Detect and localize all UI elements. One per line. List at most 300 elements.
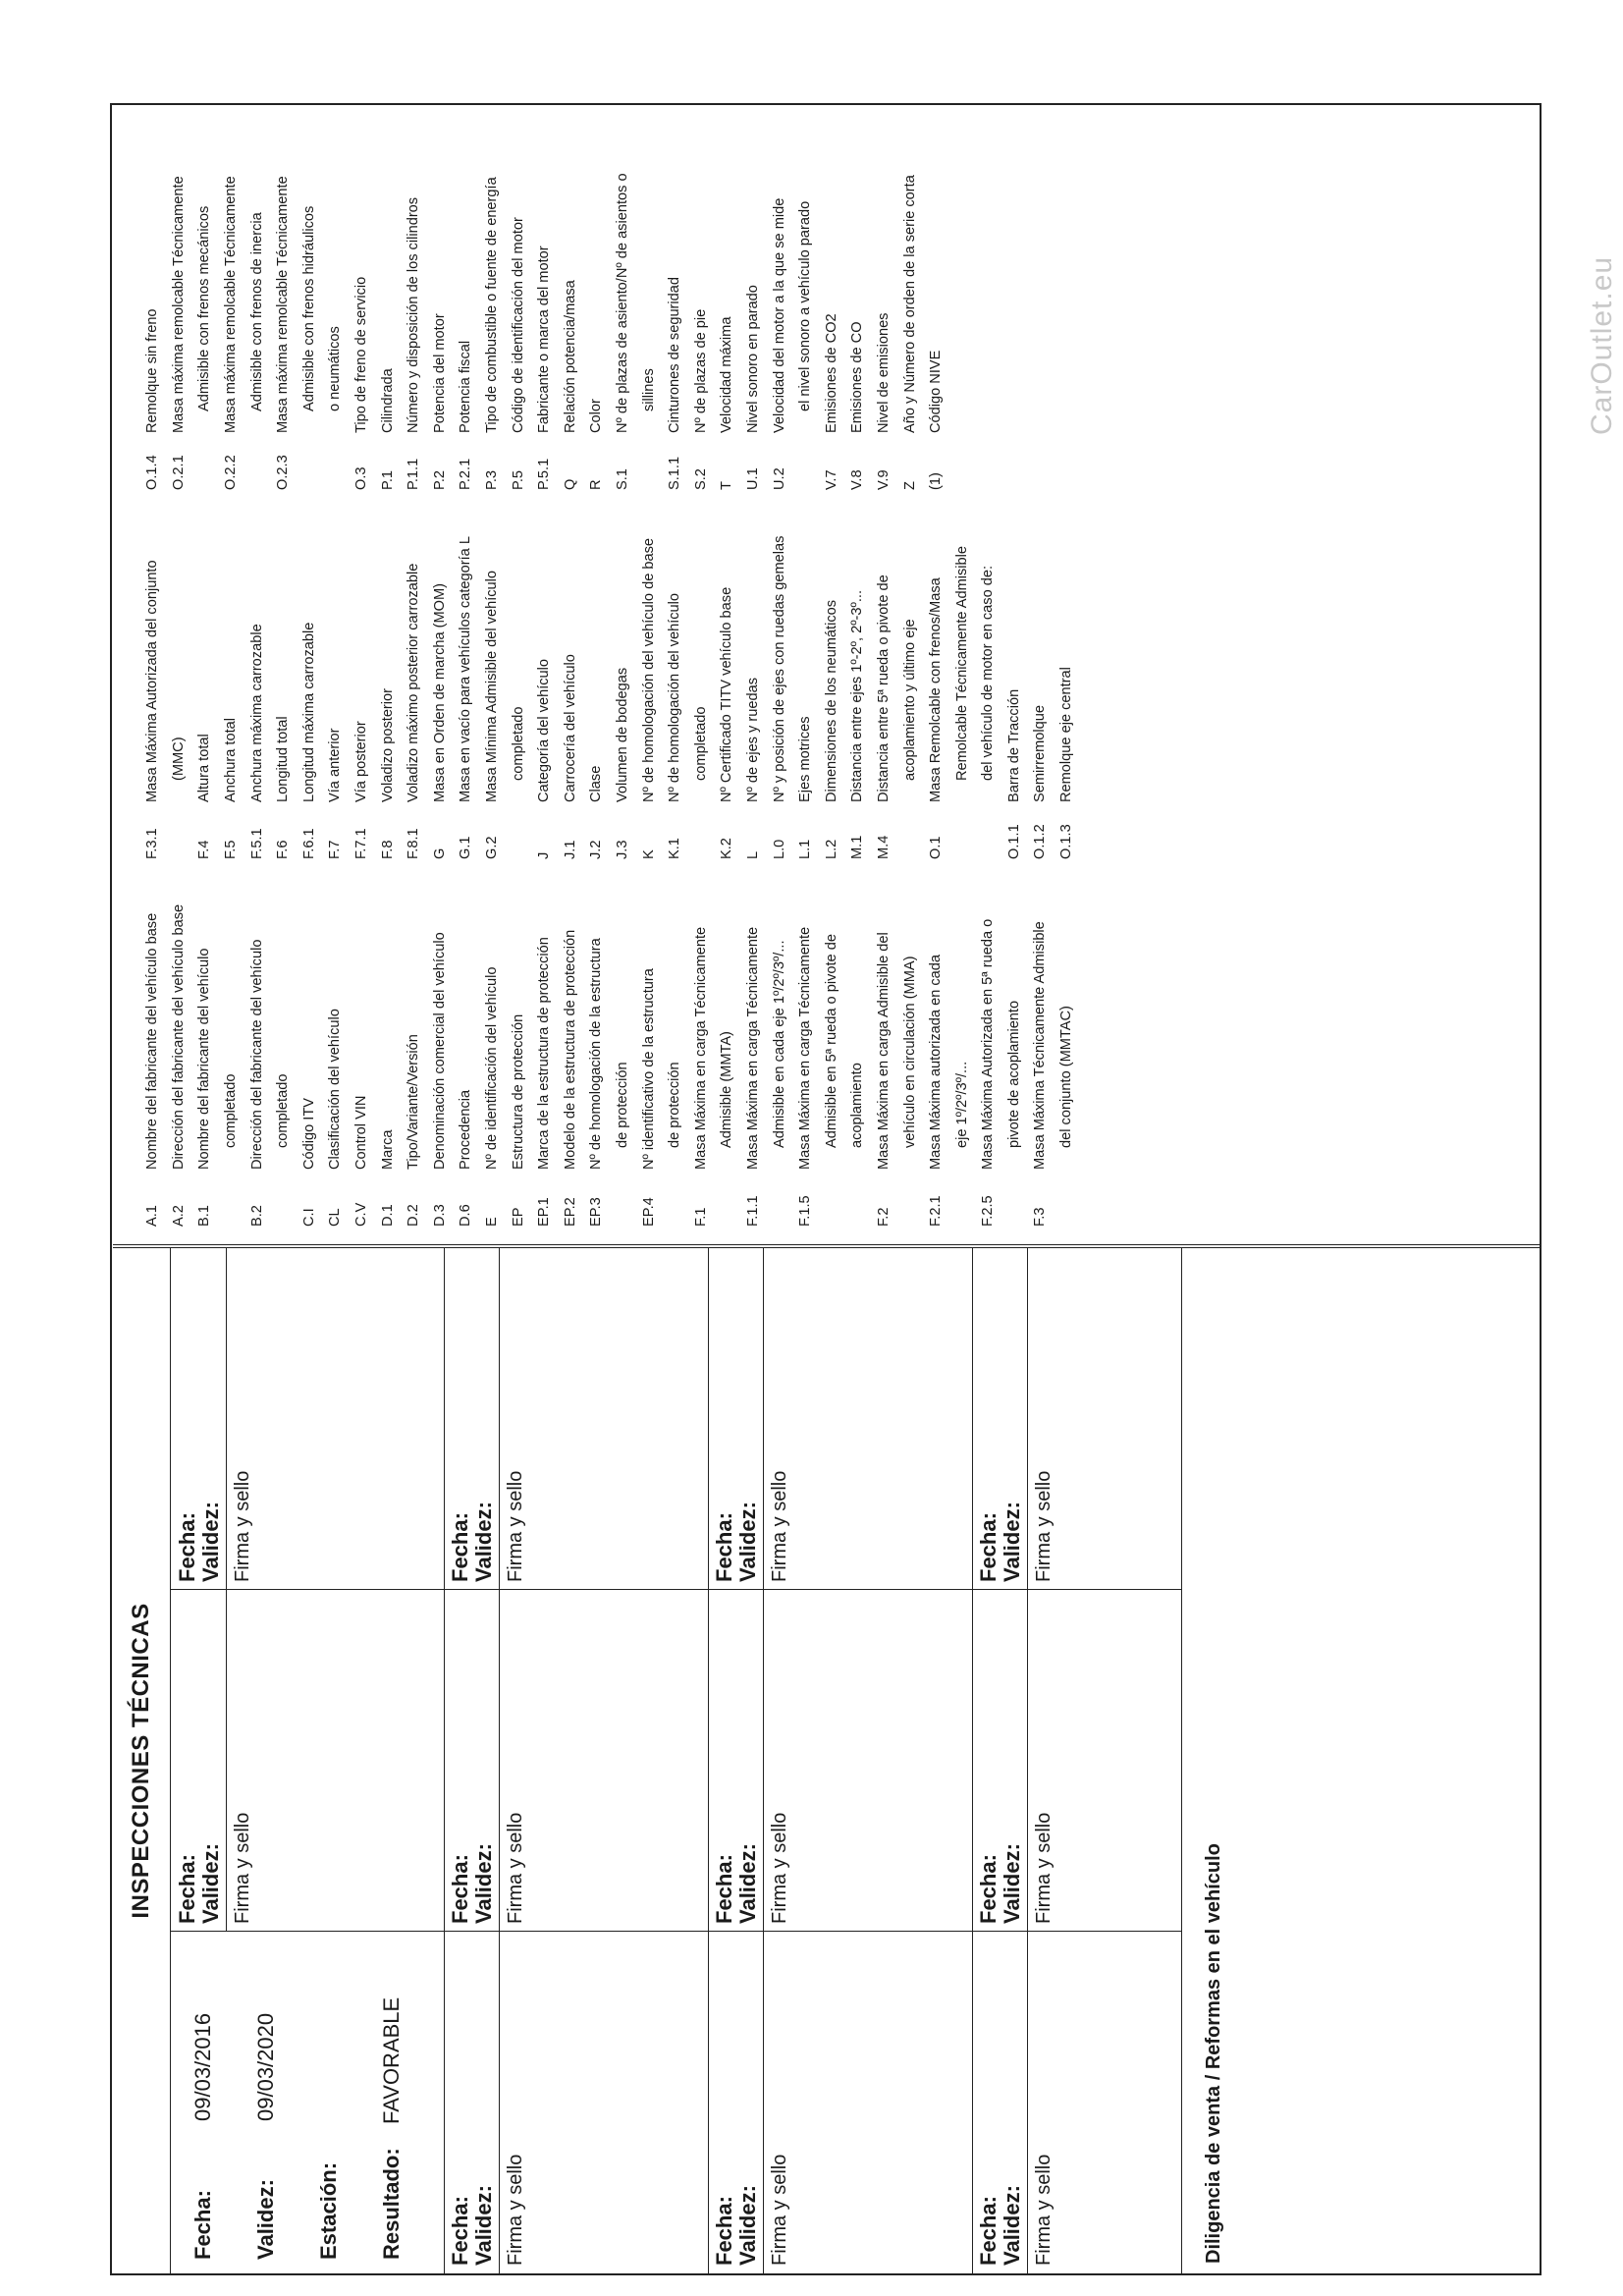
legend-code: E [484,1217,501,1227]
legend-description: Categoría del vehículo [536,658,553,802]
legend-description: Nº de plazas de asiento/Nº de asientos o [614,173,630,433]
inspection-cell-12 [972,1248,1181,1590]
legend-description: Longitud total [275,716,292,802]
legend-row [139,173,166,490]
legend-description: Velocidad del motor a la que se mide [771,197,787,433]
legend-description: Nombre del fabricante del vehículo [196,948,213,1170]
legend-description: Potencia fiscal [458,340,474,433]
legend-row [635,536,662,859]
legend-code: G.2 [484,836,501,859]
legend-description: Código NIVE [928,350,945,433]
legend-code: (1) [928,472,945,490]
legend-code: F.6.1 [300,828,317,859]
legend-description: Potencia del motor [431,313,448,433]
legend-description: Masa en vacío para vehículos categoría L [458,536,474,802]
legend-description: Anchura total [223,718,240,802]
resultado-label: Resultado: [379,2148,404,2260]
legend-description: Clasificación del vehículo [327,1009,344,1170]
legend-code: V.7 [823,469,839,490]
legend-row [1001,904,1028,1227]
legend-description: de protección [667,1062,683,1148]
validez-label: Validez: [735,2185,760,2266]
legend-code: U.1 [744,467,761,490]
legend-description: Color [588,399,605,433]
legend-row [714,536,740,859]
legend-description: Masa Máxima Autorizada del conjunto [144,560,161,802]
legend-code: F.8.1 [406,828,422,859]
legend-description: Tipo/Variante/Versión [406,1034,422,1170]
legend-row [583,173,610,490]
legend-row [270,904,297,1227]
legend-code: K [640,849,657,859]
legend-code: P.5 [510,469,526,490]
diligencia-title: Diligencia de venta / Reformas en el vehículo [1203,1843,1224,2264]
inspection-cell-11 [972,1590,1181,1932]
legend-row [948,536,975,859]
legend-row [687,536,714,859]
legend-row [975,904,1001,1227]
legend-description: Dimensiones de los neumáticos [823,599,839,802]
legend-code: R [588,479,605,490]
inspection-cell-5 [444,1590,708,1932]
legend-description: Barra de Tracción [1005,688,1022,802]
legend-description: Nº y posición de ejes con ruedas gemelas [771,535,787,802]
legend-code: J.2 [588,840,605,859]
inspection-cell-6 [444,1248,708,1590]
legend-column-3 [139,173,948,490]
firma-label: Firma y sello [1033,2154,1055,2266]
legend-row [479,173,506,490]
legend-row [1001,536,1028,859]
legend-row [427,173,454,490]
legend-description: Relación potencia/masa [562,280,578,433]
legend-row [740,536,767,859]
legend-description: el nivel sonoro a vehículo parado [797,200,814,411]
legend-description: Nivel de emisiones [875,312,892,433]
legend-row [166,173,192,490]
legend-row [923,904,949,1227]
fecha-label: Fecha: [448,1512,472,1582]
validez-label: Validez: [1000,1843,1024,1924]
legend-description: Velocidad máxima [719,316,735,433]
legend-code: F.1.5 [797,1195,814,1227]
legend-row [166,904,192,1227]
legend-row [662,173,688,490]
legend-row [322,536,349,859]
legend-description: o neumáticos [327,326,344,411]
legend-description: Nº de homologación del vehículo [667,592,683,802]
firma-label: Firma y sello [769,1470,790,1582]
legend-code: D.2 [406,1204,422,1227]
firma-label: Firma y sello [232,1812,253,1924]
legend-description: Admisible con frenos de inercia [248,212,265,411]
legend-description: Fabricante o marca del motor [536,246,553,433]
legend-description: Código de identificación del motor [510,217,526,433]
legend-code: O.2.1 [170,455,187,490]
inspection-cell-4 [444,1932,708,2273]
legend-row [610,904,636,1227]
legend-code: EP [510,1207,526,1227]
legend-row [818,173,844,490]
legend-description: Tipo de combustible o fuente de energía [484,177,501,433]
legend-row [505,173,531,490]
fecha-label: Fecha: [175,1512,199,1582]
legend-row [139,536,166,859]
legend-description: Vía anterior [327,728,344,802]
firma-label: Firma y sello [505,1812,526,1924]
firma-label: Firma y sello [505,1470,526,1582]
legend-description: Masa Máxima autorizada en cada [928,954,945,1170]
legend-code: J.1 [562,840,578,859]
legend-row [583,536,610,859]
fecha-label: Fecha: [448,1854,472,1924]
firma-label: Firma y sello [769,2154,790,2266]
legend-description: Nº de ejes y ruedas [744,677,761,802]
legend-description: completado [223,1073,240,1148]
validez-label: Validez: [471,1502,496,1582]
legend-description: Año y Número de orden de la serie corta [901,175,918,433]
legend-row [401,904,427,1227]
legend-description: Masa máxima remolcable Técnicamente [170,176,187,433]
fecha-value: 09/03/2016 [190,2012,215,2121]
legend-description: Masa Remolcable con frenos/Masa [928,577,945,802]
watermark: CarOutlet.eu [1586,255,1618,435]
resultado-value: FAVORABLE [379,1996,404,2124]
legend-row [948,904,975,1227]
legend-code: EP.3 [588,1197,605,1227]
legend-code: O.1.4 [144,455,161,490]
legend-code: O.1 [928,836,945,859]
legend-code: P.1 [379,469,396,490]
legend-row [844,173,871,490]
legend-description: Nº de homologación del vehículo de base [640,537,657,802]
legend-code: F.2 [875,1207,892,1227]
legend-description: Nº de plazas de pie [692,308,709,433]
legend-description: Masa máxima remolcable Técnicamente [223,176,240,433]
legend-row [218,536,244,859]
legend-code: F.1 [692,1207,709,1227]
legend-description: Remolcable Técnicamente Admisible [953,545,970,781]
legend-description: del conjunto (MMTAC) [1058,1006,1075,1148]
legend-row [191,173,218,490]
legend-row [270,536,297,859]
validez-value: 09/03/2020 [253,2012,278,2121]
legend-row [297,536,323,859]
legend-row [453,173,479,490]
legend-code: F.5 [223,840,240,859]
legend-code: M.1 [849,835,866,859]
fecha-label: Fecha: [175,1854,199,1924]
legend-code: K.1 [667,838,683,859]
legend-description: Masa Máxima en carga Técnicamente [797,926,814,1170]
legend-code: O.3 [353,466,370,490]
legend-code: O.2.2 [223,455,240,490]
inspection-cell-9 [708,1248,972,1590]
legend-code: L.2 [823,839,839,859]
legend-description: Masa Máxima Autorizada en 5ª rueda o [980,918,997,1170]
validez-label: Validez: [1000,2185,1024,2266]
inspection-cell-8 [708,1590,972,1932]
legend-row [610,173,636,490]
legend-description: Denominación comercial del vehículo [431,932,448,1170]
legend-row [687,173,714,490]
legend-description: Cinturones de seguridad [667,276,683,433]
legend-row [714,173,740,490]
legend-code: U.2 [771,467,787,490]
legend-row [662,536,688,859]
legend-row [610,536,636,859]
legend-row [1027,904,1054,1227]
legend-code: F.1.1 [744,1195,761,1227]
legend-column-1 [139,904,1079,1227]
legend-description: Procedencia [458,1089,474,1170]
legend-row [923,173,949,490]
document-frame [110,103,1542,2275]
legend-code: P.1.1 [406,458,422,490]
legend-code: O.1.3 [1058,824,1075,859]
legend-code: P.3 [484,469,501,490]
legend-code: F.5.1 [248,828,265,859]
legend-code: F.7 [327,840,344,859]
legend-description: Masa Máxima Técnicamente Admisible [1032,921,1049,1170]
legend-row [871,536,897,859]
legend-row [1054,536,1080,859]
legend-description: Marca [379,1129,396,1170]
legend-description: sillines [640,368,657,411]
legend-row [792,536,819,859]
legend-row [635,904,662,1227]
legend-row [191,904,218,1227]
diligencia-section [1181,1248,1540,2273]
legend-row [349,536,375,859]
legend-row [740,904,767,1227]
legend-row [766,173,792,490]
legend-description: pivote de acoplamiento [1005,1000,1022,1148]
legend-description: Anchura máxima carrozable [248,624,265,802]
legend-code: F.2.5 [980,1195,997,1227]
legend-column-2 [139,536,1079,859]
legend-description: Masa Máxima en carga Técnicamente [744,926,761,1170]
legend-row [792,173,819,490]
legend-row [792,904,819,1227]
legend-description: Vía posterior [353,721,370,802]
legend-code: EP.1 [536,1197,553,1227]
legend-code: B.1 [196,1205,213,1227]
legend-row [844,536,871,859]
firma-label: Firma y sello [505,2154,526,2266]
legend-row [322,173,349,490]
firma-label: Firma y sello [232,1470,253,1582]
legend-code: Q [562,478,578,490]
legend-row [531,173,558,490]
legend-description: Nombre del fabricante del vehículo base [144,912,161,1170]
legend-code: S.1.1 [667,456,683,490]
legend-code: G.1 [458,836,474,859]
legend-row [401,173,427,490]
legend-description: acoplamiento [849,1063,866,1148]
validez-label: Validez: [735,1843,760,1924]
legend-row [297,904,323,1227]
fecha-label: Fecha: [712,2196,736,2266]
validez-label: Validez: [198,1502,223,1582]
legend-row [818,904,844,1227]
legend-description: eje 1º/2º/3º/... [953,1061,970,1148]
legend-code: A.2 [170,1205,187,1227]
legend-description: Remolque sin freno [144,308,161,433]
legend-row [453,536,479,859]
legend-description: Distancia entre 5ª rueda o pivote de [875,574,892,802]
legend-row [349,173,375,490]
legend-description: del vehículo de motor en caso de: [980,565,997,781]
legend-code: F.7.1 [353,828,370,859]
inspections-section [112,1248,1540,2273]
legend-row [297,173,323,490]
legend-code: V.8 [849,469,866,490]
legend-code: F.8 [379,840,396,859]
legend-row [531,904,558,1227]
legend-row [687,904,714,1227]
legend-description: Tipo de freno de servicio [353,276,370,433]
inspection-cell-7 [708,1932,972,2273]
legend-code: T [719,481,735,490]
legend-description: Nº de identificación del vehículo [484,966,501,1170]
legend-code: L.1 [797,839,814,859]
legend-description: Volumen de bodegas [614,667,630,802]
legend-row [896,173,923,490]
legend-row [427,904,454,1227]
legend-code: C.I [300,1208,317,1227]
inspection-cell-10 [972,1932,1181,2273]
legend-code: A.1 [144,1205,161,1227]
fecha-label: Fecha: [976,1512,1001,1582]
legend-code: J [536,851,553,859]
legend-code: EP.4 [640,1197,657,1227]
legend-row [401,536,427,859]
inspection-cell-1 [171,1932,444,2273]
legend-code: P.5.1 [536,458,553,490]
legend-code: O.1.1 [1005,824,1022,859]
validez-label: Validez: [253,2179,278,2260]
legend-description: Masa Mínima Admisible del vehículo [484,570,501,802]
legend-row [505,904,531,1227]
legend-description: Masa Máxima en carga Técnicamente [692,926,709,1170]
legend-row [583,904,610,1227]
legend-description: Admisible con frenos hidráulicos [300,205,317,411]
firma-label: Firma y sello [1033,1812,1055,1924]
legend-row [374,173,401,490]
legend-row [1054,904,1080,1227]
legend-description: Distancia entre ejes 1º-2º, 2º-3º... [849,590,866,802]
legend-code: C.V [353,1202,370,1227]
fecha-label: Fecha: [448,2196,472,2266]
legend-code: P.2.1 [458,458,474,490]
legend-description: Emisiones de CO [849,321,866,433]
legend-row [896,536,923,859]
legend-code: B.2 [248,1205,265,1227]
legend-description: (MMC) [170,737,187,781]
legend-description: Nº Certificado TITV vehículo base [719,586,735,802]
legend-row [479,536,506,859]
legend-description: completado [692,706,709,781]
legend-description: Nº de homologación de la estructura [588,938,605,1170]
legend-description: Nº identificativo de la estructura [640,968,657,1170]
legend-row [139,904,166,1227]
validez-label: Validez: [198,1843,223,1924]
legend-description: Altura total [196,734,213,802]
legend-description: acoplamiento y último eje [901,619,918,781]
legend-code: D.3 [431,1204,448,1227]
legend-code: O.2.3 [275,455,292,490]
legend-code: EP.2 [562,1197,578,1227]
legend-description: Admisible con frenos mecánicos [196,205,213,411]
legend-code: J.3 [614,840,630,859]
legend-code: L [744,850,761,859]
legend-description: completado [510,706,526,781]
legend-row [191,536,218,859]
legend-row [766,904,792,1227]
legend-description: Ejes motrices [797,716,814,802]
codes-legend [112,103,1540,1244]
legend-row [1027,536,1054,859]
legend-code: F.2.1 [928,1195,945,1227]
legend-code: F.3 [1032,1207,1049,1227]
legend-code: D.1 [379,1204,396,1227]
legend-row [766,536,792,859]
legend-row [714,904,740,1227]
legend-description: Masa en Orden de marcha (MOM) [431,582,448,802]
legend-code: F.3.1 [144,828,161,859]
legend-description: Masa máxima remolcable Técnicamente [275,176,292,433]
legend-row [558,536,584,859]
fecha-label: Fecha: [190,2190,215,2260]
fecha-label: Fecha: [712,1854,736,1924]
legend-row [322,904,349,1227]
legend-row [243,904,270,1227]
legend-row [844,904,871,1227]
legend-code: S.2 [692,468,709,490]
legend-row [453,904,479,1227]
firma-label: Firma y sello [1033,1470,1055,1582]
legend-description: Longitud máxima carrozable [300,622,317,802]
legend-code: CL [327,1208,344,1227]
legend-row [243,536,270,859]
legend-row [218,173,244,490]
legend-description: Remolque eje central [1058,667,1075,802]
inspection-cell-2 [171,1590,444,1932]
fecha-label: Fecha: [712,1512,736,1582]
legend-description: Dirección del fabricante del vehículo [248,939,265,1170]
legend-row [740,173,767,490]
legend-row [349,904,375,1227]
legend-code: S.1 [614,468,630,490]
legend-row [374,904,401,1227]
legend-description: completado [275,1073,292,1148]
legend-row [479,904,506,1227]
legend-code: O.1.2 [1032,824,1049,859]
section-divider [113,1244,1541,1248]
legend-row [558,904,584,1227]
legend-description: Voladizo máximo posterior carrozable [406,563,422,802]
legend-row [166,536,192,859]
legend-row [975,536,1001,859]
legend-description: vehículo en circulación (MMA) [901,956,918,1148]
legend-description: Masa Máxima en carga Admisible del [875,932,892,1170]
legend-row [662,904,688,1227]
firma-label: Firma y sello [769,1812,790,1924]
legend-row [871,904,897,1227]
legend-row [896,904,923,1227]
legend-description: Carrocería del vehículo [562,654,578,802]
